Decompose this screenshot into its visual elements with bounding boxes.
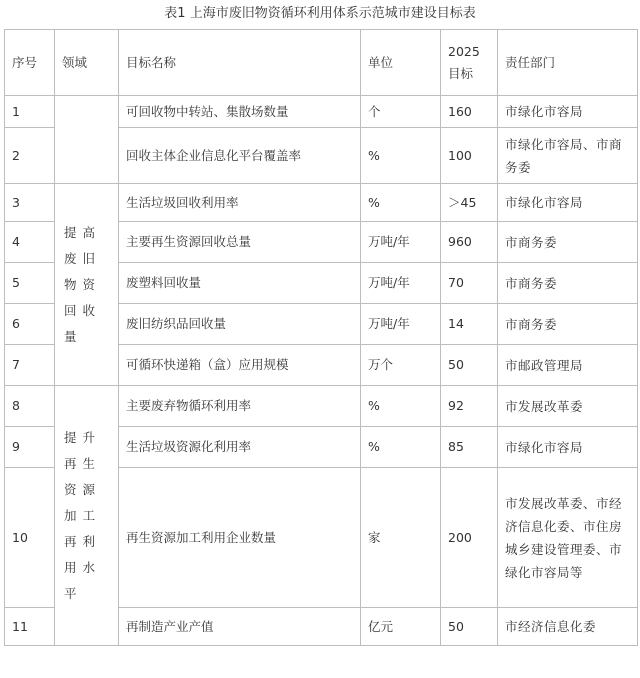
table-caption: 表1 上海市废旧物资循环利用体系示范城市建设目标表 — [164, 6, 476, 21]
header-row — [5, 30, 638, 96]
cell-value: 85 — [441, 427, 498, 468]
cell-unit: 万吨/年 — [361, 263, 441, 304]
cell-seq: 10 — [5, 468, 55, 608]
cell-unit: 万吨/年 — [361, 304, 441, 345]
cell-domain-processing: 提升再生资源加工再利用水平 — [55, 386, 119, 646]
cell-unit: 万吨/年 — [361, 222, 441, 263]
header-seq: 序号 — [5, 30, 55, 96]
cell-value: 200 — [441, 468, 498, 608]
table-row — [5, 96, 638, 128]
cell-name: 废旧纺织品回收量 — [119, 304, 361, 345]
cell-unit: 万个 — [361, 345, 441, 386]
cell-name: 可回收物中转站、集散场数量 — [119, 96, 361, 128]
cell-seq: 2 — [5, 128, 55, 184]
cell-name: 可循环快递箱（盒）应用规模 — [119, 345, 361, 386]
table-row — [5, 386, 638, 427]
cell-value: 50 — [441, 608, 498, 646]
cell-seq: 8 — [5, 386, 55, 427]
cell-seq: 3 — [5, 184, 55, 222]
cell-name: 主要再生资源回收总量 — [119, 222, 361, 263]
cell-value: 70 — [441, 263, 498, 304]
cell-value: 100 — [441, 128, 498, 184]
cell-value: 92 — [441, 386, 498, 427]
cell-value: 14 — [441, 304, 498, 345]
header-name: 目标名称 — [119, 30, 361, 96]
header-unit: 单位 — [361, 30, 441, 96]
cell-name: 生活垃圾回收利用率 — [119, 184, 361, 222]
cell-seq: 9 — [5, 427, 55, 468]
cell-unit: % — [361, 427, 441, 468]
table-row — [5, 184, 638, 222]
cell-seq: 11 — [5, 608, 55, 646]
targets-table — [4, 29, 638, 646]
header-target — [441, 30, 498, 96]
header-domain: 领域 — [55, 30, 119, 96]
header-target-year: 2025 — [448, 43, 480, 59]
cell-value: 50 — [441, 345, 498, 386]
cell-dept: 市绿化市容局 — [498, 184, 638, 222]
cell-value: ＞45 — [441, 184, 498, 222]
cell-dept: 市绿化市容局 — [498, 96, 638, 128]
cell-unit: % — [361, 184, 441, 222]
cell-seq: 5 — [5, 263, 55, 304]
cell-domain-collection: 提高废旧物资回收量 — [55, 184, 119, 386]
cell-dept: 市绿化市容局 — [498, 427, 638, 468]
header-dept: 责任部门 — [498, 30, 638, 96]
cell-value: 160 — [441, 96, 498, 128]
cell-seq: 6 — [5, 304, 55, 345]
cell-dept: 市商务委 — [498, 304, 638, 345]
cell-value: 960 — [441, 222, 498, 263]
cell-seq: 1 — [5, 96, 55, 128]
cell-dept: 市绿化市容局、市商务委 — [498, 128, 638, 184]
cell-unit: % — [361, 386, 441, 427]
header-target-label: 目标 — [448, 65, 474, 81]
cell-name: 回收主体企业信息化平台覆盖率 — [119, 128, 361, 184]
cell-dept: 市经济信息化委 — [498, 608, 638, 646]
cell-seq: 4 — [5, 222, 55, 263]
cell-unit: 家 — [361, 468, 441, 608]
cell-name: 生活垃圾资源化利用率 — [119, 427, 361, 468]
cell-name: 再生资源加工利用企业数量 — [119, 468, 361, 608]
cell-unit: 亿元 — [361, 608, 441, 646]
cell-name: 主要废弃物循环利用率 — [119, 386, 361, 427]
cell-unit: 个 — [361, 96, 441, 128]
cell-name: 再制造产业产值 — [119, 608, 361, 646]
cell-dept: 市商务委 — [498, 222, 638, 263]
cell-domain-empty — [55, 96, 119, 184]
cell-seq: 7 — [5, 345, 55, 386]
cell-dept: 市商务委 — [498, 263, 638, 304]
cell-name: 废塑料回收量 — [119, 263, 361, 304]
cell-dept: 市发展改革委、市经济信息化委、市住房城乡建设管理委、市绿化市容局等 — [498, 468, 638, 608]
cell-dept: 市发展改革委 — [498, 386, 638, 427]
cell-unit: % — [361, 128, 441, 184]
cell-dept: 市邮政管理局 — [498, 345, 638, 386]
